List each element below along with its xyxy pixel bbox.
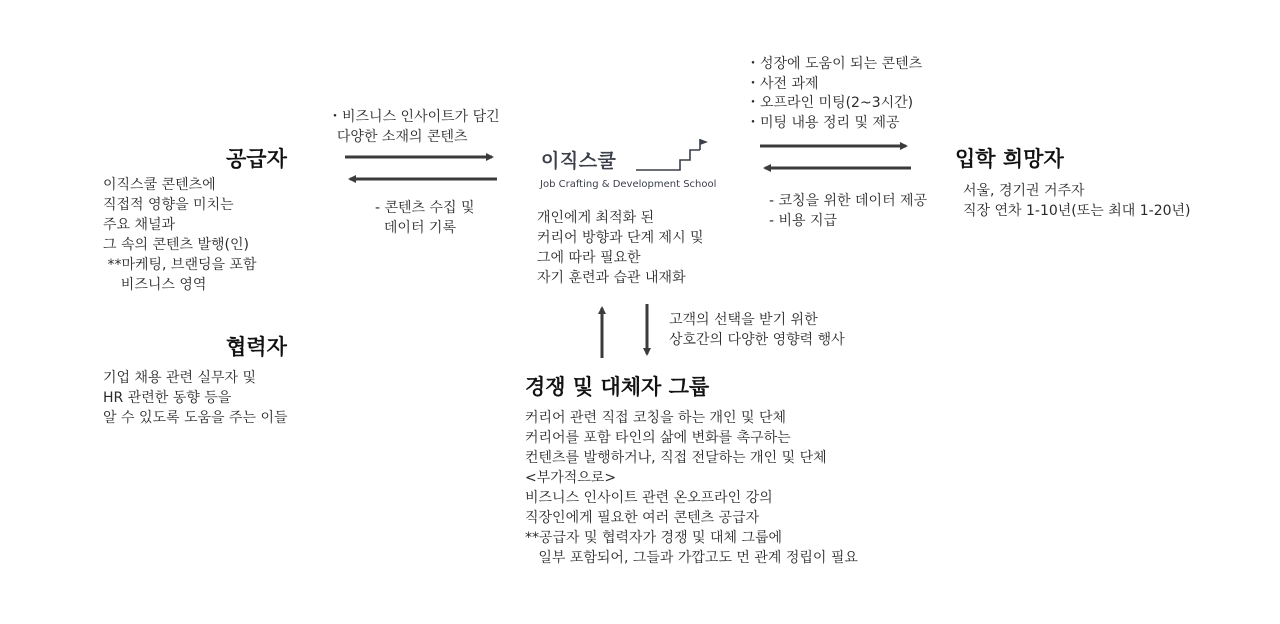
logo-tagline: Job Crafting & Development School xyxy=(540,179,717,190)
center-description: 개인에게 최적화 된 커리어 방향과 단계 제시 및 그에 따라 필요한 자기 훈련과 습관 내재화 xyxy=(537,210,704,286)
competitor-title: 경쟁 및 대체자 그룹 xyxy=(525,375,710,399)
center-to-applicant-label: ・성장에 도움이 되는 콘텐츠 ・사전 과제 ・오프라인 미팅(2~3시간) ・미팅 내용 정리 및 제공 xyxy=(746,56,923,131)
applicant-to-center-label: - 코칭을 위한 데이터 제공 - 비용 지급 xyxy=(769,193,928,229)
influence-label: 고객의 선택을 받기 위한 상호간의 다양한 영향력 행사 xyxy=(669,312,845,348)
applicant-description: 서울, 경기권 거주자 직장 연차 1-10년(또는 최대 1-20년) xyxy=(963,183,1191,219)
partner-description: 기업 채용 관련 실무자 및 HR 관련한 동향 등을 알 수 있도록 도움을 주는 이들 xyxy=(103,370,288,426)
supplier-title: 공급자 xyxy=(226,147,287,171)
applicant-title: 입학 희망자 xyxy=(955,147,1064,171)
partner-title: 협력자 xyxy=(226,335,287,359)
logo-name: 이직스쿨 xyxy=(541,150,617,172)
supplier-description: 이직스쿨 콘텐츠에 직접적 영향을 미치는 주요 채널과 그 속의 콘텐츠 발행(인) **마케팅, 브랜딩을 포함 비즈니스 영역 xyxy=(103,177,257,293)
logo-flag-icon xyxy=(636,139,708,170)
supplier-to-center-label: ・비즈니스 인사이트가 담긴 다양한 소재의 콘텐츠 xyxy=(328,109,500,145)
competitor-description: 커리어 관련 직접 코칭을 하는 개인 및 단체 커리어를 포함 타인의 삶에 변화를 촉구하는 컨텐츠를 발행하거나, 직접 전달하는 개인 및 단체 <부가적으로> 비즈니스 인사이트 관련 온오프라인 강의 직장인에게 필요한 여러 콘텐츠 공급자 **공급자 및 협력자가 경쟁 및 대체 그룹에 일부 포함되어, 그들과 가깝고도 먼 관계 정립이 필요 xyxy=(525,410,858,566)
center-to-supplier-label: - 콘텐츠 수집 및 데이터 기록 xyxy=(375,200,475,236)
